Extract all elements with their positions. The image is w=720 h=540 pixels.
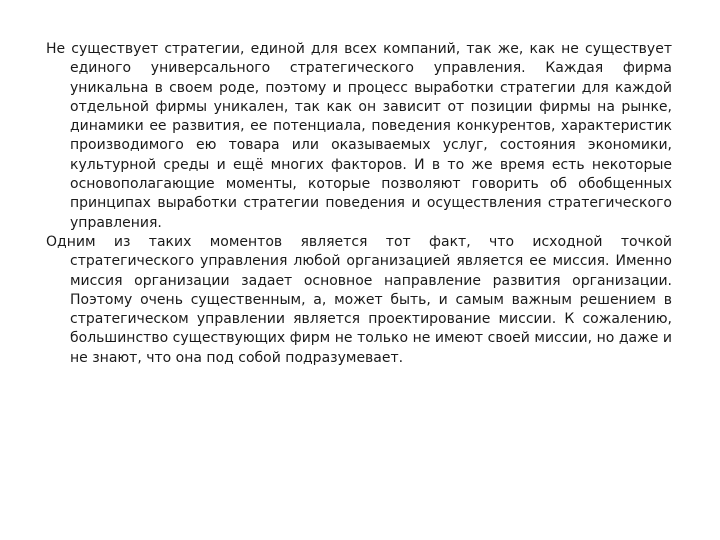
paragraph-mission: Одним из таких моментов является тот факт, что исходной точкой стратегического управления любой организацией является ее миссия. Именно миссия организации задает основное направление развития организации. Поэтому очень существенным, а, может быть, и самым важным решением в стратегическом управлении является проектирование миссии. К сожалению, большинство существующих фирм не только не имеют своей миссии, но даже и не знают, что она под собой подразумевает. bbox=[46, 233, 672, 366]
body-text bbox=[46, 40, 672, 368]
paragraph-strategy: Не существует стратегии, единой для всех компаний, так же, как не существует единого универсального стратегического управления. Каждая фирма уникальна в своем роде, поэтому и процесс выработки стратегии для каждой отдельной фирмы уникален, так как он зависит от позиции фирмы на рынке, динамики ее развития, ее потенциала, поведения конкурентов, характеристик производимого ею товара или оказываемых услуг, состояния экономики, культурной среды и ещё многих факторов. И в то же время есть некоторые основополагающие моменты, которые позволяют говорить об обобщенных принципах выработки стратегии поведения и осуществления стратегического управления. bbox=[46, 41, 672, 231]
